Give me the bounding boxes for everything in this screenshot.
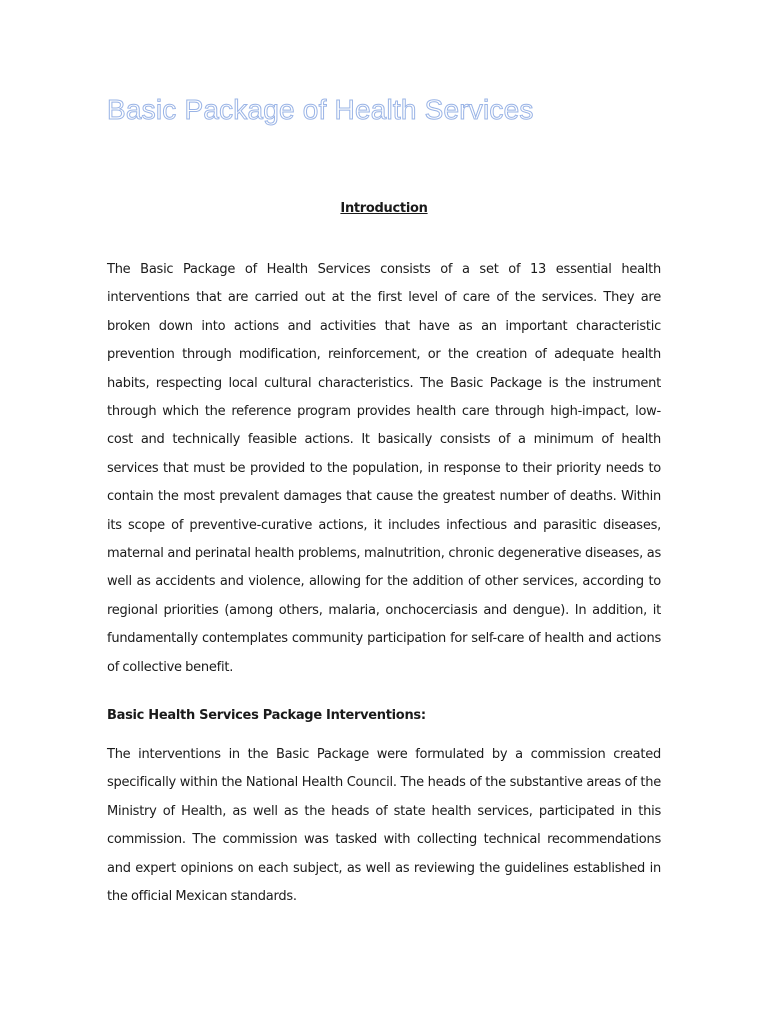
document-title: Basic Package of Health Services: [107, 94, 534, 125]
interventions-heading: Basic Health Services Package Interventions:: [107, 708, 426, 723]
introduction-heading: Introduction: [340, 201, 428, 216]
introduction-paragraph: The Basic Package of Health Services consists of a set of 13 essential health interventions that are carried out at the first level of care of the services. They are broken down into actions and activities that have as an important characteristic prevention through modification, reinforcement, or the creation of adequate health habits, respecting local cultural characteristics. The Basic Package is the instrument through which the reference program provides health care through high-impact, low-cost and technically feasible actions. It basically consists of a minimum of health services that must be provided to the population, in response to their priority needs to contain the most prevalent damages that cause the greatest number of deaths. Within its scope of preventive-curative actions, it includes infectious and parasitic diseases, maternal and perinatal health problems, malnutrition, chronic degenerative diseases, as well as accidents and violence, allowing for the addition of other services, according to regional priorities (among others, malaria, onchocerciasis and dengue). In addition, it fundamentally contemplates community participation for self-care of health and actions of collective benefit.: [107, 262, 661, 675]
interventions-paragraph: The interventions in the Basic Package were formulated by a commission created specifically within the National Health Council. The heads of the substantive areas of the Ministry of Health, as well as the heads of state health services, participated in this commission. The commission was tasked with collecting technical recommendations and expert opinions on each subject, as well as reviewing the guidelines established in the official Mexican standards.: [107, 747, 661, 905]
